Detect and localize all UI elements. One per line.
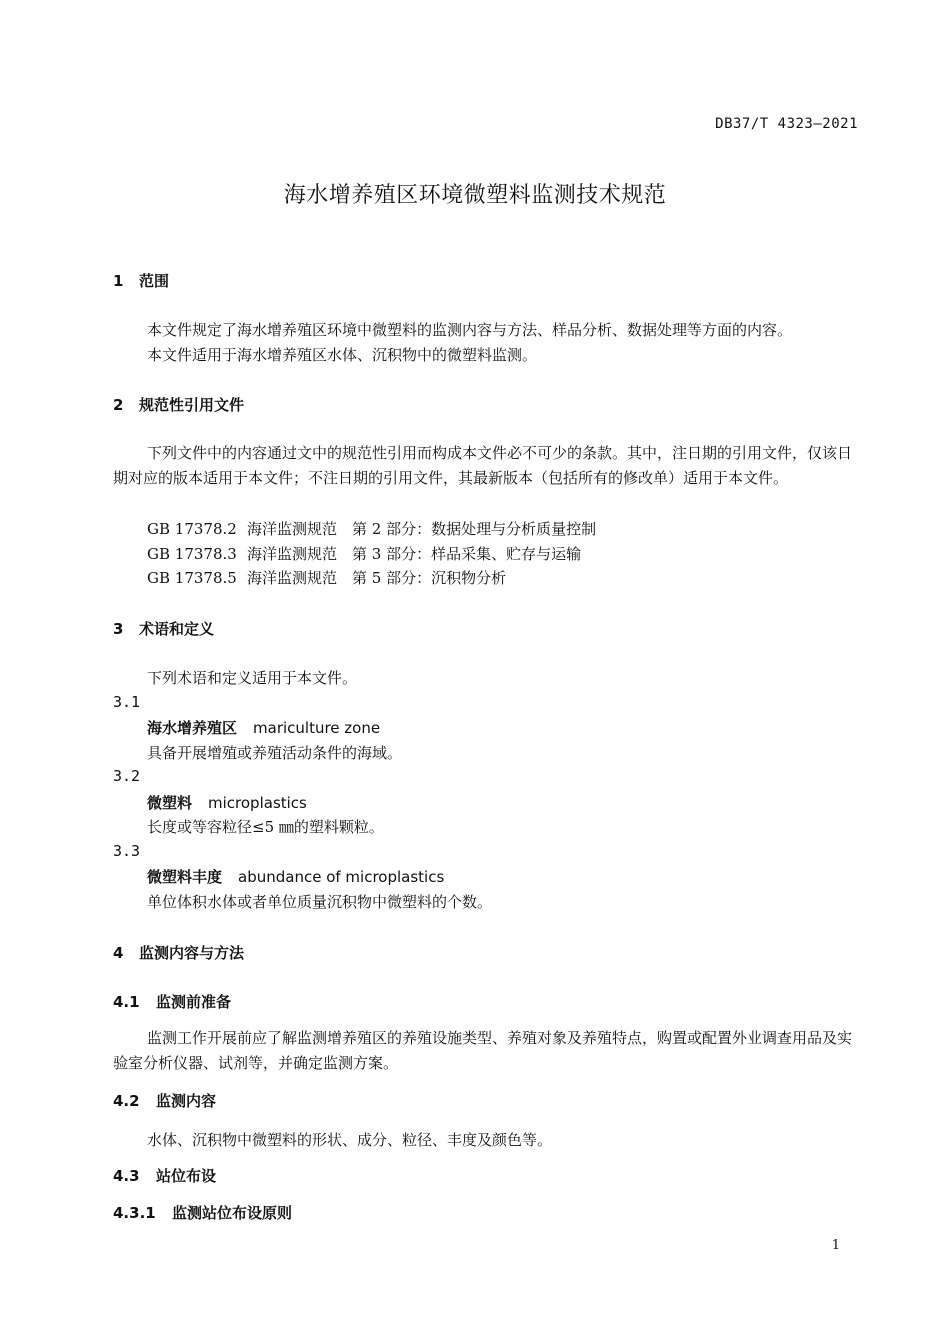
document-title: 海水增养殖区环境微塑料监测技术规范: [283, 183, 667, 208]
term-number: 3.2: [113, 767, 141, 785]
document-id: DB37/T 4323—2021: [715, 116, 858, 132]
section-number: 4.1: [113, 993, 140, 1011]
term-entry: [147, 792, 307, 813]
section-title: 监测前准备: [156, 993, 232, 1011]
paragraph: 本文件规定了海水增养殖区环境中微塑料的监测内容与方法、样品分析、数据处理等方面的内容。: [147, 321, 793, 339]
reference-item: [147, 567, 506, 588]
section-title: 站位布设: [156, 1167, 217, 1185]
section-title: 范围: [139, 272, 170, 290]
term-en: mariculture zone: [253, 719, 381, 737]
reference-title: 海洋监测规范: [247, 545, 338, 563]
paragraph: 本文件适用于海水增养殖区水体、沉积物中的微塑料监测。: [147, 346, 538, 364]
subsection-4-3-heading: [113, 1165, 216, 1186]
term-definition: 单位体积水体或者单位质量沉积物中微塑料的个数。: [147, 893, 493, 911]
reference-title: 海洋监测规范: [247, 569, 338, 587]
reference-code: GB 17378.3: [147, 545, 237, 563]
term-number: 3.3: [113, 842, 141, 860]
page-number: 1: [831, 1238, 840, 1253]
section-title: 规范性引用文件: [139, 396, 245, 414]
reference-item: [147, 543, 581, 564]
term-entry: [147, 866, 444, 887]
term-zh: 微塑料: [147, 794, 193, 812]
section-number: 4.2: [113, 1092, 140, 1110]
reference-part: 第 5 部分：沉积物分析: [352, 569, 507, 587]
section-title: 术语和定义: [139, 620, 215, 638]
term-zh: 海水增养殖区: [147, 719, 238, 737]
section-number: 3: [113, 620, 124, 638]
reference-code: GB 17378.2: [147, 520, 237, 538]
paragraph: 下列术语和定义适用于本文件。: [147, 669, 358, 687]
reference-part: 第 3 部分：样品采集、贮存与运输: [352, 545, 582, 563]
term-definition: 长度或等容粒径≤5 ㎜的塑料颗粒。: [147, 818, 384, 836]
section-title: 监测内容: [156, 1092, 217, 1110]
reference-part: 第 2 部分：数据处理与分析质量控制: [352, 520, 597, 538]
paragraph: 下列文件中的内容通过文中的规范性引用而构成本文件必不可少的条款。其中，注日期的引用文件，仅该日期对应的版本适用于本文件；不注日期的引用文件，其最新版本（包括所有的修改单）适用于本文件。: [113, 444, 853, 487]
term-number: 3.1: [113, 693, 141, 711]
section-number: 4.3.1: [113, 1204, 156, 1222]
term-entry: [147, 717, 380, 738]
section-number: 2: [113, 396, 124, 414]
section-number: 1: [113, 272, 124, 290]
section-number: 4.3: [113, 1167, 140, 1185]
section-number: 4: [113, 944, 124, 962]
reference-title: 海洋监测规范: [247, 520, 338, 538]
paragraph: 水体、沉积物中微塑料的形状、成分、粒径、丰度及颜色等。: [147, 1131, 553, 1149]
subsection-4-2-heading: [113, 1090, 216, 1111]
paragraph: 监测工作开展前应了解监测增养殖区的养殖设施类型、养殖对象及养殖特点，购置或配置外业调查用品及实验室分析仪器、试剂等，并确定监测方案。: [113, 1029, 853, 1072]
term-en: abundance of microplastics: [238, 868, 445, 886]
term-definition: 具备开展增殖或养殖活动条件的海域。: [147, 744, 403, 762]
section-title: 监测内容与方法: [139, 944, 245, 962]
term-en: microplastics: [208, 794, 307, 812]
reference-code: GB 17378.5: [147, 569, 237, 587]
section-2-heading: [113, 394, 244, 415]
section-4-heading: [113, 942, 244, 963]
section-3-heading: [113, 618, 214, 639]
subsection-4-1-heading: [113, 991, 231, 1012]
reference-item: [147, 518, 596, 539]
subsection-4-3-1-heading: [113, 1202, 292, 1223]
section-title: 监测站位布设原则: [172, 1204, 293, 1222]
section-1-heading: [113, 270, 169, 291]
term-zh: 微塑料丰度: [147, 868, 223, 886]
